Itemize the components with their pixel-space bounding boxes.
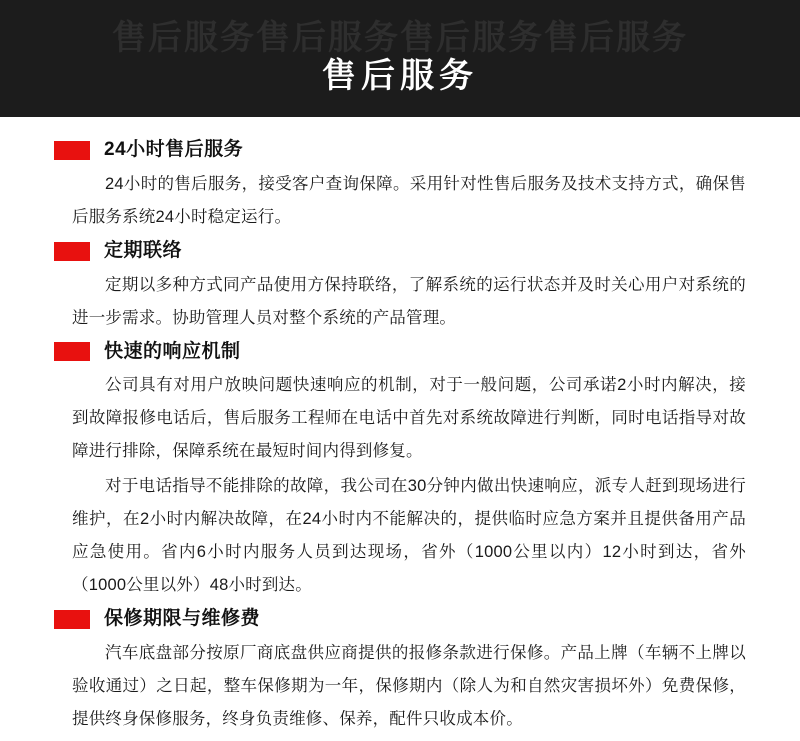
section-title: 快速的响应机制 [104,340,241,362]
red-square-bullet-icon [54,610,90,629]
section-heading [54,608,764,631]
section-title: 保修期限与维修费 [104,608,261,630]
section-regular-contact [36,240,764,335]
red-square-bullet-icon [54,141,90,160]
section-title: 24小时售后服务 [104,139,244,160]
section-paragraph: 定期以多种方式同产品使用方保持联络，了解系统的运行状态并及时关心用户对系统的进一步需求。协助管理人员对整个系统的产品管理。 [72,275,746,327]
red-square-bullet-icon [54,242,90,261]
red-square-bullet-icon [54,342,90,361]
section-heading [54,341,764,364]
section-paragraph: 汽车底盘部分按原厂商底盘供应商提供的报修条款进行保修。产品上牌（车辆不上牌以验收通过）之日起，整车保修期为一年，保修期内（除人为和自然灾害损坏外）免费保修，提供终身保修服务，终身负责维修、保养，配件只收成本价。 [72,644,746,729]
section-24h-service [36,139,764,234]
section-heading [54,240,764,263]
section-paragraph: 对于电话指导不能排除的故障，我公司在30分钟内做出快速响应，派专人赶到现场进行维护，在2小时内解决故障，在24小时内不能解决的，提供临时应急方案并且提供备用产品应急使用。省内6小时内服务人员到达现场，省外（1000公里以内）12小时到达，省外（1000公里以外）48小时到达。 [72,477,746,595]
section-heading [54,139,764,162]
section-title: 定期联络 [104,239,183,261]
section-warranty [36,608,764,736]
banner-watermark-text: 售后服务售后服务售后服务售后服务 [112,19,688,57]
page-banner [0,0,800,117]
section-paragraph: 24小时的售后服务，接受客户查询保障。采用针对性售后服务及技术支持方式，确保售后服务系统24小时稳定运行。 [72,174,746,226]
section-paragraph: 公司具有对用户放映问题快速响应的机制，对于一般问题，公司承诺2小时内解决，接到故障报修电话后，售后服务工程师在电话中首先对系统故障进行判断，同时电话指导对故障进行排除，保障系统在最短时间内得到修复。 [72,376,746,461]
content-area [0,117,800,736]
page-title: 售后服务 [322,57,478,95]
section-fast-response [36,341,764,603]
